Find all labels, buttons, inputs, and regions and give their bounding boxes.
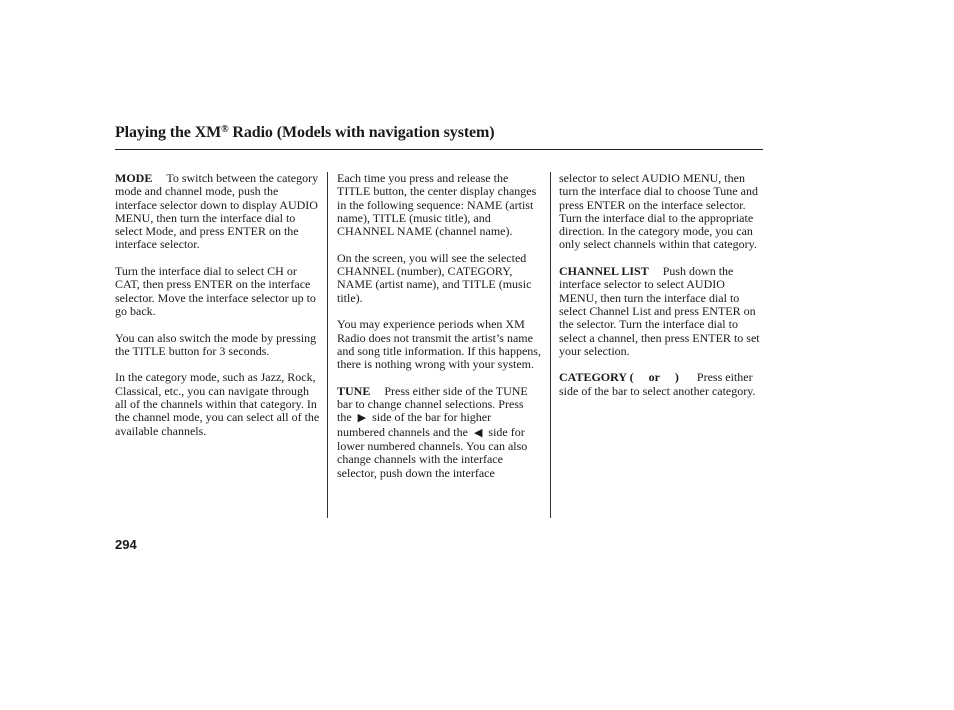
category-paragraph [559, 371, 765, 398]
tune-text-a: Press either side of the TUNE bar to change channel selections. Press the [337, 383, 528, 425]
title-text-rest: Radio (Models with navigation system) [228, 124, 495, 141]
paragraph: Turn the interface dial to select CH or CAT, then press ENTER on the interface selector. Move the interface selector up to go back. [115, 264, 316, 318]
tune-text-c: side for lower numbered channels. You can also change channels with the interface selector, push down the interface [337, 424, 528, 480]
channel-list-paragraph [559, 265, 765, 358]
category-term-or: or [648, 370, 660, 385]
column-divider [327, 172, 328, 518]
tune-term: TUNE [337, 383, 371, 398]
paragraph: selector to select AUDIO MENU, then turn the interface dial to choose Tune and press ENTER on the interface selector. Turn the interface dial to the appropriate direction. In the category mode, you can only select channels within that category. [559, 171, 758, 252]
paragraph: In the category mode, such as Jazz, Rock, Classical, etc., you can navigate through all of the channels within that category. In the channel mode, you can select all of the available channels. [115, 370, 320, 438]
column-2 [337, 172, 542, 493]
column-1 [115, 172, 320, 451]
column-3 [559, 172, 765, 411]
channel-list-text: Push down the interface selector to select AUDIO MENU, then turn the interface dial to select Channel List and press ENTER on the selector. Turn the interface dial to select a channel, then press ENTER to set your selection. [559, 264, 760, 358]
title-text: Playing the XM [115, 124, 222, 141]
column-divider [550, 172, 551, 518]
channel-list-term: CHANNEL LIST [559, 264, 649, 279]
paragraph: You can also switch the mode by pressing the TITLE button for 3 seconds. [115, 330, 317, 358]
mode-paragraph [115, 172, 320, 252]
page-title [115, 120, 763, 143]
tune-paragraph [337, 385, 542, 480]
left-arrow-icon: ◀ [473, 426, 483, 439]
paragraph: You may experience periods when XM Radio does not transmit the artist’s name and song title information. If this happens, there is nothing wrong with your system. [337, 317, 541, 372]
paragraph: On the screen, you will see the selected CHANNEL (number), CATEGORY, NAME (artist name), and TITLE (music title). [337, 250, 532, 305]
page-header [115, 120, 763, 150]
page-number: 294 [115, 537, 137, 552]
category-term-a: CATEGORY ( [559, 370, 634, 385]
mode-text: To switch between the category mode and channel mode, push the interface selector down to display AUDIO MENU, then turn the interface dial to select Mode, and press ENTER on the interface selector. [115, 171, 319, 252]
registered-mark: ® [221, 124, 229, 135]
mode-term: MODE [115, 171, 153, 185]
category-term [559, 370, 679, 384]
right-arrow-icon: ▶ [357, 412, 367, 425]
category-term-c: ) [674, 370, 679, 385]
tune-text-b: side of the bar for higher numbered channels and the [337, 410, 492, 439]
category-text: Press either side of the bar to select another category. [559, 370, 756, 398]
paragraph: Each time you press and release the TITLE button, the center display changes in the following sequence: NAME (artist name), TITLE (music title), and CHANNEL NAME (channel name). [337, 171, 537, 239]
